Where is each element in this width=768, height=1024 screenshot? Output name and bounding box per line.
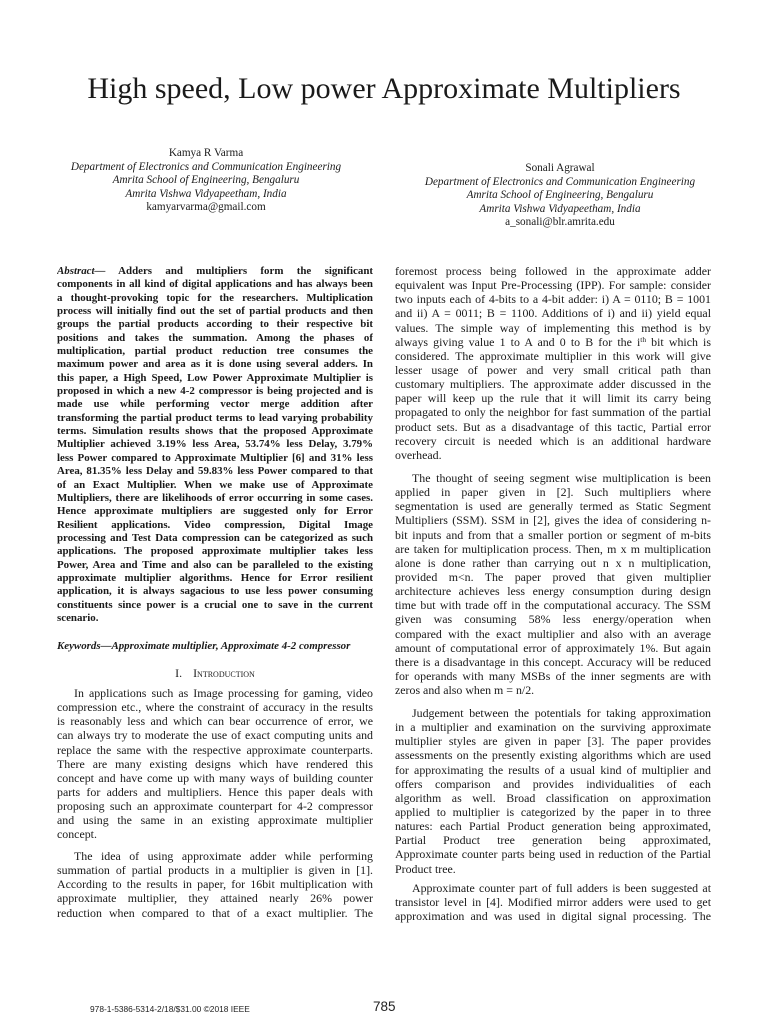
abstract-label: Abstract—: [57, 265, 106, 277]
body-text-line: applied in paper given in [2]. Such multipliers where: [395, 485, 711, 500]
page-number: 785: [373, 999, 396, 1014]
body-text-line: paper will keep up the rule that it will limit its carry being: [395, 391, 711, 406]
author-email: a_sonali@blr.amrita.edu: [505, 216, 615, 228]
body-text-line: approximate multiplier, they attained nearly 26% power: [57, 891, 373, 906]
abstract-line: proposed in which a new 4-2 compressor is being projected and is: [57, 385, 373, 398]
abstract-line: constituents since power is a crucial one to save in the current: [57, 598, 373, 611]
body-text-line: reduction when compared to that of a exact multiplier. The: [57, 905, 373, 920]
body-text-line: can always try to moderate the use of exact computing units and: [57, 728, 373, 743]
body-text-line: provided m<n. The paper proved that given multiplier: [395, 569, 711, 584]
abstract-line: terms. Simulation results shows that the proposed Approximate: [57, 425, 373, 438]
body-text-line: recovery circuit is needed which is an additional hardware: [395, 433, 711, 448]
body-text-line: considered. The approximate multiplier in this work will give: [395, 348, 711, 363]
body-text-line: bit inputs and from that a smaller portion or segment of m-bits: [395, 527, 711, 542]
author-school: Amrita School of Engineering, Bengaluru: [466, 189, 654, 201]
body-text-line: Multipliers (SSM). SSM in [2], gives the idea of considering n-: [395, 513, 711, 528]
body-text-line: approximation and was used in digital signal processing. The: [395, 909, 711, 924]
body-text-line: architecture achieves less energy consumption during design: [395, 584, 711, 599]
abstract-line: a thought-provoking topic for the researchers. Multiplication: [57, 291, 373, 304]
body-text-line: Approximate counter part of full adders is been suggested at: [412, 881, 711, 895]
body-text-line: values. The simple way of implementing this method is by: [395, 320, 711, 335]
body-text-line: natures: each Partial Product generation being approximated,: [395, 819, 711, 834]
abstract-line: Resilient applications. Video compression, Digital Image: [57, 518, 373, 531]
author-email: kamyarvarma@gmail.com: [146, 201, 266, 213]
body-text-line: foremost process being followed in the approximate adder: [395, 264, 711, 278]
author-university: Amrita Vishwa Vidyapeetham, India: [479, 202, 641, 215]
body-text-line: applied to multiplier is categorized by the paper in to three: [395, 804, 711, 819]
body-text-line: time but with trade off in the computational accuracy. The SSM: [395, 598, 711, 613]
body-text-line: There are many existing designs which have rendered this: [57, 756, 373, 771]
abstract-text: Adders and multipliers form the significant: [118, 265, 373, 277]
body-text-line: product sets. But as a disadvantage of this tactic, Partial error: [395, 419, 711, 434]
body-paragraph: [57, 686, 373, 842]
author-department: Department of Electronics and Communication Engineering: [424, 175, 696, 188]
body-text-line: Judgement between the potentials for taking approximation: [412, 706, 711, 720]
body-text-line: amount of computational error of approximately 1%. But again: [395, 640, 711, 655]
keywords-label: Keywords—: [57, 640, 112, 652]
abstract-line: application, it is always sagacious to use less power consuming: [57, 585, 373, 598]
abstract-line: Area, 81.35% less Delay and 59.83% less Power compared to that: [57, 465, 373, 478]
body-text-line: zeros and also when m = n/2.: [395, 683, 535, 698]
body-paragraph: [395, 881, 711, 923]
abstract-line: transforming the partial product terms to lead varying probability: [57, 411, 373, 424]
paper-title: High speed, Low power Approximate Multipliers: [87, 72, 681, 105]
body-text-line: transistor level in [4]. Modified mirror adders were used to get: [395, 895, 711, 910]
body-text-line: parts for adders and multipliers. Hence this paper deals with: [57, 784, 373, 799]
abstract-body: [57, 278, 373, 625]
body-text-line: is reasonably less and which can bear occurrence of error, we: [57, 714, 373, 729]
body-text-line: concept.: [57, 827, 97, 842]
abstract-line: this paper, a High Speed, Low Power Approximate Multiplier is: [57, 371, 373, 384]
abstract-line: made use while performing vector merge addition after: [57, 398, 373, 411]
body-text-line: two inputs each of 4-bits to a 4-bit adder: i) A = 0110; B = 1001: [395, 292, 711, 307]
body-text-line: concept and have come up with many ways of building counter: [57, 770, 373, 785]
body-paragraph: [395, 706, 711, 876]
abstract-line: groups the partial products according to their respective bit: [57, 318, 373, 331]
abstract-line: Hence approximate multipliers are suggested only for Error: [57, 505, 373, 518]
abstract-line: approximate multiplier algorithms. Hence for Error resilient: [57, 571, 373, 584]
abstract-line: applications. The proposed approximate multiplier takes less: [57, 545, 373, 558]
body-text-line: Product tree.: [395, 861, 456, 876]
body-text-line: there is a disadvantage in this concept. Accuracy will be reduced: [395, 654, 711, 669]
abstract-line: components in all kind of digital applications and has always been: [57, 278, 373, 291]
superscript: th: [640, 335, 647, 345]
abstract-line: scenario.: [57, 611, 99, 624]
author-name: Kamya R Varma: [168, 147, 244, 159]
abstract-line: process will initially find out the set of partial products and then: [57, 305, 373, 318]
body-text-line: The thought of seeing segment wise multiplication is been: [412, 471, 711, 485]
body-text-line: equivalent was Input Pre-Processing (IPP). For sample: consider: [395, 278, 711, 293]
body-text-line: given was consuming 58% less energy/operation when: [395, 612, 711, 627]
body-text-line: summation of partial products in a multiplier is given in [1].: [57, 863, 373, 878]
section-title: Introduction: [193, 666, 255, 680]
body-text-line: lesser usage of power and very small critical path than: [395, 362, 711, 377]
text-segment: always giving value 1 to A and 0 to B for the i: [395, 334, 641, 349]
body-text-line: are taken for multiplication process. Then, m x m multiplication: [395, 541, 711, 556]
body-text-line: for approximating the results of a usual kind of multiplier and: [395, 762, 711, 777]
body-text-line: replace the same with the respective approximate counterparts.: [57, 742, 373, 757]
body-text-line: offers comparison and provides individualities of each: [395, 776, 711, 791]
body-text-line: for operands with many MSBs of the inner segments are with: [395, 668, 711, 683]
abstract-line: Power, Area and Time and also can be paralleled to the existing: [57, 558, 373, 571]
author-department: Department of Electronics and Communication Engineering: [70, 160, 342, 173]
body-text-line: segmentation is used are generally termed as Static Segment: [395, 499, 711, 514]
body-text-line: in a multiplier and examination on the surviving approximate: [395, 720, 711, 735]
body-text-line: According to the results in paper, for 16bit multiplication with: [57, 877, 373, 892]
body-text-line: propagated to only the neighbor for fast summation of the partial: [395, 405, 711, 420]
section-number: I.: [175, 666, 183, 680]
abstract-line: multiplication, partial product reduction tree consumes the: [57, 345, 373, 358]
body-text-line: proposing such an approximate counterpart for 4-2 compressor: [57, 799, 373, 814]
keywords: [57, 640, 373, 653]
abstract-line: processing and Test Data compression can be categorized as such: [57, 531, 373, 544]
body-paragraph: [395, 264, 711, 462]
body-text-line: alone is done rather than carrying out n x n multiplication,: [395, 555, 711, 570]
body-text-line: multiplier styles are given in paper [3]. The paper provides: [395, 734, 711, 749]
body-text-line: and using the same in an existing approximate multiplier: [57, 813, 373, 828]
author-university: Amrita Vishwa Vidyapeetham, India: [125, 187, 287, 200]
left-column: [57, 0, 373, 1024]
abstract-line: Multiplier achieved 3.19% less Area, 53.74% less Delay, 3.79%: [57, 438, 373, 451]
abstract-line: positions and takes the summation. Among the phases of: [57, 331, 373, 344]
body-text-line: Approximate counter parts being used in reduction of the Partial: [395, 847, 711, 862]
author-name: Sonali Agrawal: [525, 162, 595, 174]
copyright-notice: 978-1-5386-5314-2/18/$31.00 ©2018 IEEE: [90, 1004, 250, 1014]
body-text-line: compression etc., where the constraint of accuracy in the results: [57, 700, 373, 715]
right-column: [395, 0, 711, 1024]
abstract-line: of an Exact Multiplier. When we make use of Approximate: [57, 478, 373, 491]
body-text-line: and ii) A = 0011; B = 1100. Additions of i) and ii) yield equal: [395, 306, 711, 321]
body-paragraph: [57, 849, 373, 920]
abstract-line: less Power compared to Approximate Multiplier [6] and 31% less: [57, 451, 373, 464]
body-text-line: overhead.: [395, 447, 442, 462]
text-segment: bit which is: [646, 334, 711, 349]
author-school: Amrita School of Engineering, Bengaluru: [112, 174, 300, 186]
body-text-line: Partial Product tree generation being approximated,: [395, 833, 711, 848]
body-paragraph: [395, 471, 711, 697]
abstract-line: [57, 265, 373, 278]
body-text-line: [395, 335, 711, 349]
body-text-line: The idea of using approximate adder while performing: [74, 849, 373, 863]
body-text-line: In applications such as Image processing for gaming, video: [74, 686, 373, 700]
body-text-line: compared with the exact multiplier and also with an average: [395, 626, 711, 641]
body-text-line: algorithm as well. Broad classification on approximation: [395, 790, 711, 805]
abstract-line: maximum power and area as it is done using several adders. In: [57, 358, 373, 371]
keywords-text: Approximate multiplier, Approximate 4-2 compressor: [111, 640, 351, 652]
body-text-line: customary multipliers. The approximate adder discussed in the: [395, 377, 711, 392]
abstract-line: Multipliers, there are likelihoods of error occurring in some cases.: [57, 491, 373, 504]
abstract: [57, 265, 373, 625]
section-heading: [57, 666, 373, 680]
body-text-line: assessments on the presently existing algorithms which are used: [395, 748, 711, 763]
